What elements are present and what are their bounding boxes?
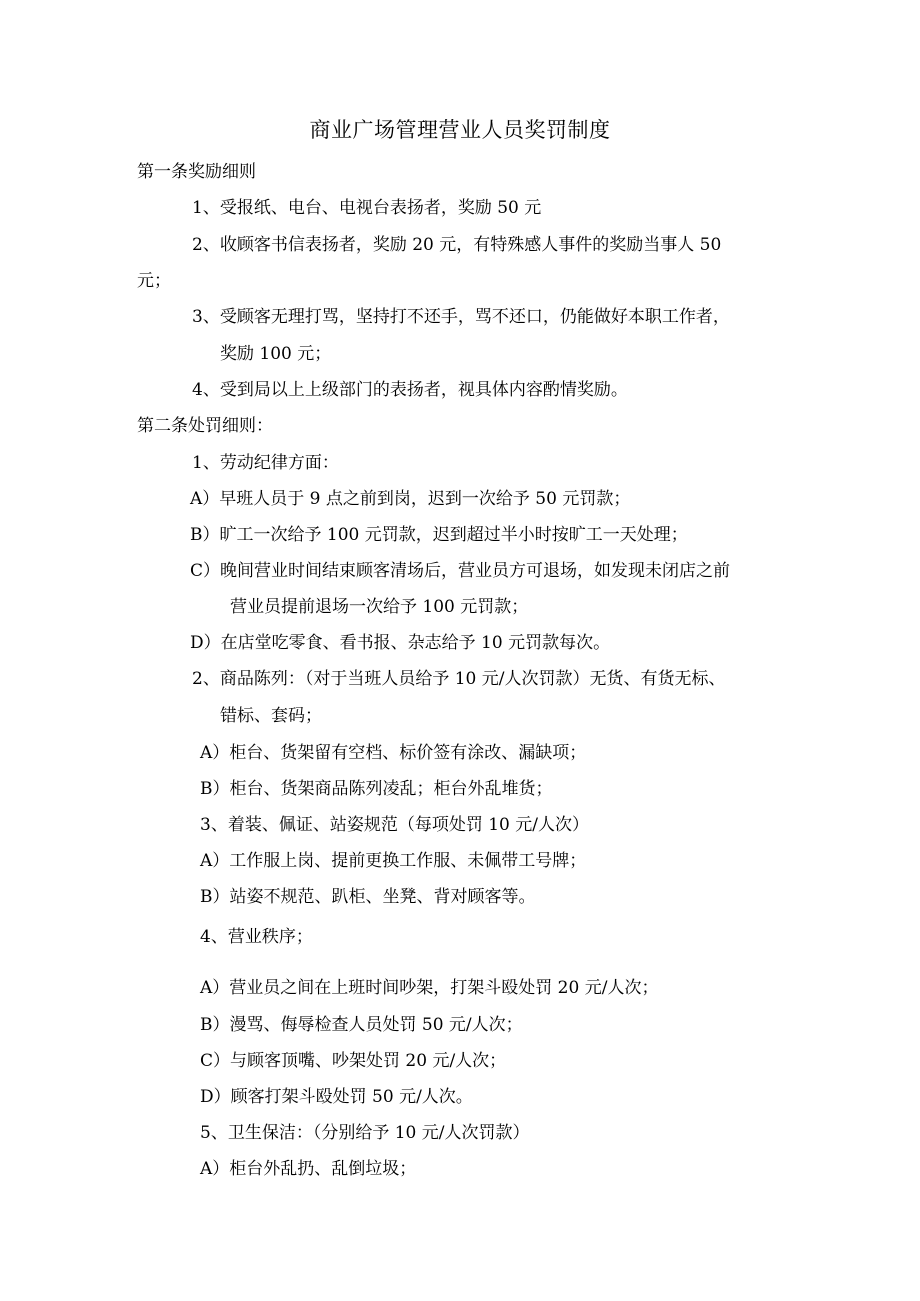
paragraph-line: C）与顾客顶嘴、吵架处罚 20 元/人次； [200,1051,507,1071]
paragraph-line: B）旷工一次给予 100 元罚款，迟到超过半小时按旷工一天处理； [190,525,688,545]
paragraph-line: B）柜台、货架商品陈列凌乱；柜台外乱堆货； [200,779,553,799]
paragraph-line: 奖励 100 元； [220,344,332,364]
paragraph-line: 3、受顾客无理打骂，坚持打不还手，骂不还口，仍能做好本职工作者， [192,307,730,327]
paragraph-line: A）柜台、货架留有空档、标价签有涂改、漏缺项； [200,743,587,763]
subsection-heading: 3、着装、佩证、站姿规范（每项处罚 10 元/人次） [200,815,589,835]
section-heading-penalties: 第二条处罚细则： [137,416,273,436]
paragraph-line: A）营业员之间在上班时间吵架，打架斗殴处罚 20 元/人次； [200,978,659,998]
paragraph-line: A）早班人员于 9 点之前到岗，迟到一次给予 50 元罚款； [190,489,631,509]
paragraph-line: 营业员提前退场一次给予 100 元罚款； [230,597,529,617]
paragraph-line: 2、收顾客书信表扬者，奖励 20 元，有特殊感人事件的奖励当事人 50 [192,235,722,255]
paragraph-line: B）站姿不规范、趴柜、坐凳、背对顾客等。 [200,887,536,907]
paragraph-line: 4、受到局以上上级部门的表扬者，视具体内容酌情奖励。 [192,380,628,400]
paragraph-line: D）顾客打架斗殴处罚 50 元/人次。 [200,1087,473,1107]
paragraph-line: D）在店堂吃零食、看书报、杂志给予 10 元罚款每次。 [190,633,611,653]
subsection-heading: 1、劳动纪律方面： [192,453,339,473]
paragraph-line: A）柜台外乱扔、乱倒垃圾； [200,1159,417,1179]
paragraph-line: 错标、套码； [220,706,322,726]
paragraph-line: B）漫骂、侮辱检查人员处罚 50 元/人次； [200,1015,523,1035]
document-title: 商业广场管理营业人员奖罚制度 [309,118,611,142]
subsection-heading: 2、商品陈列：（对于当班人员给予 10 元/人次罚款）无货、有货无标、 [192,669,726,689]
paragraph-line: 元； [137,271,171,291]
paragraph-line: 1、受报纸、电台、电视台表扬者，奖励 50 元 [192,198,542,218]
subsection-heading: 5、卫生保洁：（分别给予 10 元/人次罚款） [200,1123,530,1143]
section-heading-rewards: 第一条奖励细则 [137,162,256,182]
paragraph-line: C）晚间营业时间结束顾客清场后，营业员方可退场，如发现未闭店之前 [190,561,731,581]
paragraph-line: A）工作服上岗、提前更换工作服、未佩带工号牌； [200,851,587,871]
subsection-heading: 4、营业秩序； [200,927,313,947]
